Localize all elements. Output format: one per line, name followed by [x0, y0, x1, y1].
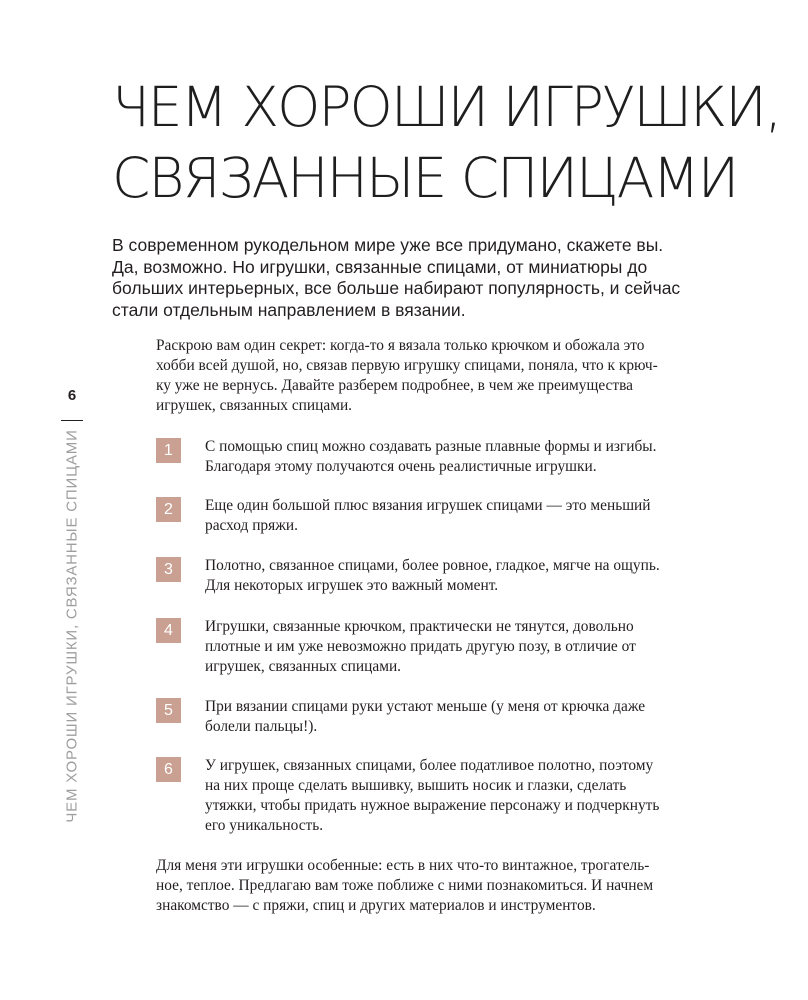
lead-line: Да, возможно. Но игрушки, связанные спицами, от миниатюры до: [112, 256, 648, 277]
lead-line: больших интерьерных, все больше набирают популярность, и сейчас: [112, 278, 681, 298]
title-line: СВЯЗАННЫЕ СПИЦАМИ: [112, 146, 738, 210]
lead-paragraph: [112, 235, 722, 321]
item-line: расход пряжи.: [205, 517, 298, 534]
item-line: Благодаря этому получаются очень реалистичные игрушки.: [205, 458, 597, 475]
intro-paragraph: [156, 336, 756, 416]
intro-line: Раскрою вам один секрет: когда-то я вязала только крючком и обожала это: [156, 337, 645, 354]
item-number-badge: 1: [156, 438, 181, 463]
item-text: [205, 556, 765, 596]
item-text: [205, 617, 765, 677]
lead-line: стали отдельным направлением в вязании.: [112, 299, 466, 320]
item-line: Игрушки, связанные крючком, практически не тянутся, довольно: [205, 618, 634, 635]
item-number-badge: 6: [156, 757, 181, 782]
item-line: болели пальцы!).: [205, 718, 318, 735]
item-line: Для некоторых игрушек это важный момент.: [205, 577, 499, 594]
page-number: 6: [67, 387, 77, 404]
intro-line: ку уже не вернусь. Давайте разберем подробнее, в чем же преимущества: [156, 377, 634, 394]
item-line: утяжки, чтобы придать нужное выражение персонажу и подчеркнуть: [205, 797, 660, 814]
page-title: [112, 72, 792, 214]
item-text: [205, 756, 765, 836]
outro-line: знакомство — с пряжи, спиц и других материалов и инструментов.: [156, 897, 596, 914]
item-number-badge: 5: [156, 698, 181, 723]
outro-line: Для меня эти игрушки особенные: есть в них что-то винтажное, трогатель-: [156, 857, 650, 874]
item-text: [205, 437, 765, 477]
item-line: плотные и им уже невозможно придать другую позу, в отличие от: [205, 638, 636, 655]
item-line: игрушек, связанных спицами.: [205, 658, 402, 675]
item-number-badge: 3: [156, 557, 181, 582]
intro-line: игрушек, связанных спицами.: [156, 397, 353, 414]
item-number-badge: 4: [156, 618, 181, 643]
item-text: [205, 697, 765, 737]
item-line: Полотно, связанное спицами, более ровное, гладкое, мягче на ощупь.: [205, 557, 660, 574]
title-line: ЧЕМ ХОРОШИ ИГРУШКИ,: [112, 75, 781, 139]
intro-line: хобби всей душой, но, связав первую игрушку спицами, поняла, что к крюч-: [156, 357, 658, 374]
item-line: У игрушек, связанных спицами, более податливое полотно, поэтому: [205, 757, 654, 774]
closing-paragraph: [156, 856, 756, 916]
item-text: [205, 496, 765, 536]
item-line: С помощью спиц можно создавать разные плавные формы и изгибы.: [205, 438, 657, 455]
outro-line: ное, теплое. Предлагаю вам тоже поближе с ними познакомиться. И начнем: [156, 877, 654, 894]
item-line: на них проще сделать вышивку, вышить носик и глазки, сделать: [205, 777, 627, 794]
item-number-badge: 2: [156, 497, 181, 522]
item-line: его уникальность.: [205, 817, 324, 834]
running-head-text: ЧЕМ ХОРОШИ ИГРУШКИ, СВЯЗАННЫЕ СПИЦАМИ: [63, 429, 81, 823]
lead-line: В современном рукодельном мире уже все придумано, скажете вы.: [112, 235, 664, 255]
margin-divider: [61, 420, 83, 421]
item-line: Еще один большой плюс вязания игрушек спицами — это меньший: [205, 497, 651, 514]
item-line: При вязании спицами руки устают меньше (у меня от крючка даже: [205, 698, 646, 715]
